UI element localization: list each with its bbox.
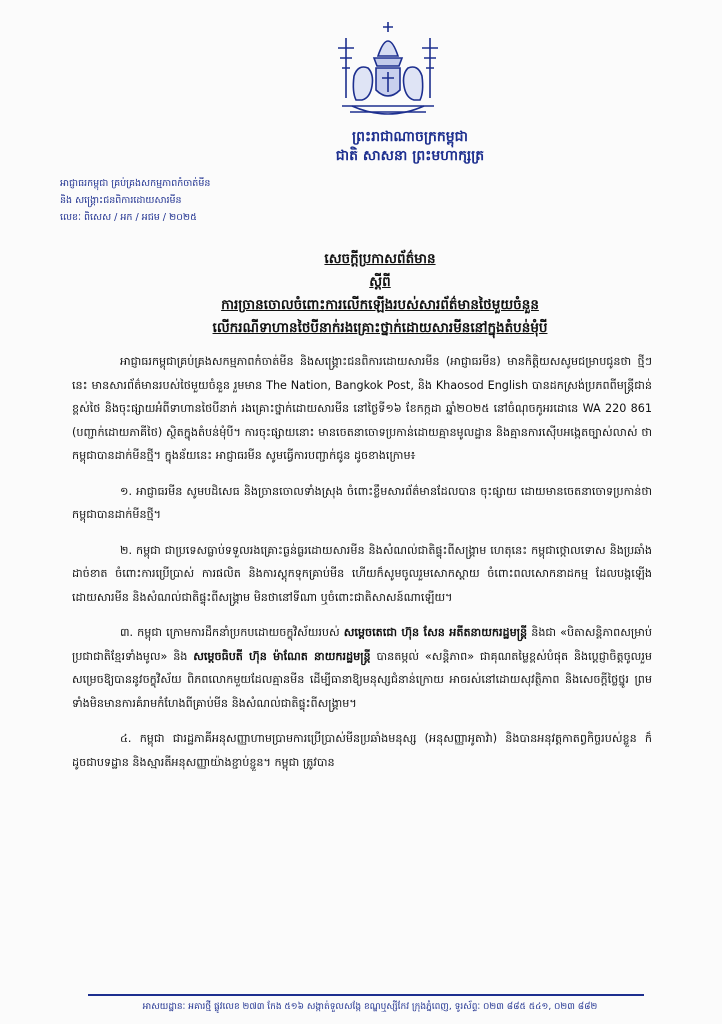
issuing-agency-block [60, 175, 270, 226]
prime-minister-name: សម្តេចធិបតី ហ៊ុន ម៉ាណែត នាយករដ្ឋមន្ត្រី [193, 649, 371, 663]
point-3-lead: ៣. កម្ពុជា ក្រោមការដឹកនាំប្រកបដោយចក្ខុវិស័យរបស់ [120, 626, 344, 639]
intro-paragraph: អាជ្ញាធរកម្ពុជាគ្រប់គ្រងសកម្មភាពកំចាត់មីន និងសង្គ្រោះជនពិការដោយសារមីន (អាជ្ញាធរមីន) មានកិត្តិយសសូមជម្រាបជូនថា ថ្មីៗនេះ មានសារព័ត៌មានរបស់ថៃមួយចំនួន រួមមាន The Nation, Bangkok Post, និង Khaosod English បានដកស្រង់ប្រភពពីមន្ត្រីជាន់ខ្ពស់ថៃ និងចុះផ្សាយអំពីទាហានថៃបីនាក់ រងគ្រោះថ្នាក់ដោយសារមីន នៅថ្ងៃទី១៦ ខែកក្កដា ឆ្នាំ២០២៥ នៅចំណុចកូអរដោនេ WA 220 861 (បញ្ជាក់ដោយភាគីថៃ) ស្ថិតក្នុងតំបន់មុំបី។ ការចុះផ្សាយនោះ មានចេតនាចោទប្រកាន់ដោយគ្មានមូលដ្ឋាន និងគ្មានការស៊ើបអង្កេតច្បាស់លាស់ ថាកម្ពុជាបានដាក់មីនថ្មី។ ក្នុងន័យនេះ អាជ្ញាធរមីន សូមធ្វើការបញ្ជាក់ជូន ដូចខាងក្រោម៖ [72, 355, 652, 462]
title-line3: ការច្រានចោលចំពោះការលើកឡើងរបស់សារព័ត៌មានថៃមួយចំនួន [221, 297, 539, 313]
point-3-rest: បានតម្កល់ «សន្តិភាព» ជាគុណតម្លៃខ្ពស់បំផុត និងប្តេជ្ញាចិត្តចូលរួមសម្រេចឱ្យបាននូវចក្ខុវិស័យ ពិភពលោកមួយដែលគ្មានមីន ដើម្បីធានាឱ្យមនុស្សជំនាន់ក្រោយ អាចរស់នៅដោយសុវត្ថិភាព និងសេចក្តីថ្លៃថ្នូរ ព្រមទាំងមិនមានការគំរាមកំហែងពីគ្រាប់មីន និងសំណល់ជាតិផ្ទុះពីសង្គ្រាម។ [72, 649, 652, 710]
point-2-paragraph: ២. កម្ពុជា ជាប្រទេសធ្លាប់ទទួលរងគ្រោះធ្ងន់ធ្ងរដោយសារមីន និងសំណល់ជាតិផ្ទុះពីសង្គ្រាម ហេតុនេះ កម្ពុជាថ្កោលទោស និងប្រឆាំងដាច់ខាត ចំពោះការប្រើប្រាស់ ការផលិត និងការស្តុកទុកគ្រាប់មីន ហើយក៏សូមចូលរួមសោកស្តាយ ចំពោះពលសោកនាដកម្ម ដែលបង្កឡើងដោយសារមីន និងសំណល់ជាតិផ្ទុះពីសង្គ្រាម មិនថានៅទីណា ឬចំពោះជាតិសាសន៍ណាឡើយ។ [72, 543, 652, 604]
agency-name-line2: និង សង្គ្រោះជនពិការដោយសារមីន [60, 195, 182, 206]
footer-divider [88, 994, 644, 996]
document-title [80, 248, 680, 340]
kingdom-name: ព្រះរាជាណាចក្រកម្ពុជា [351, 129, 468, 145]
point-3-paragraph [72, 621, 652, 715]
point-1-paragraph: ១. អាជ្ញាធរមីន សូមបដិសេធ និងច្រានចោលទាំងស្រុង ចំពោះខ្លឹមសារព័ត៌មានដែលបាន ចុះផ្សាយ ដោយមានចេតនាចោទប្រកាន់ថា កម្ពុជាបានដាក់មីនថ្មី។ [72, 484, 652, 521]
footer-address: អាសយដ្ឋានៈ អគារថ្មី ផ្លូវលេខ ២៧៣ កែង ៥១៦ សង្កាត់ទួលសង្កែ ខណ្ឌឬស្សីកែវ ក្រុងភ្នំពេញ, ទូរស័ព្ទៈ ០២៣ ៨៨៥ ៥៤១, ០២៣ ៨៨២ [142, 1002, 598, 1012]
point-3-mid: និងជា «បិតាសន្តិភាពសម្រាប់ប្រជាជាតិខ្មែរទាំងមូល» និង [72, 626, 652, 663]
title-line2: ស្តីពី [369, 274, 391, 290]
national-motto: ជាតិ សាសនា ព្រះមហាក្សត្រ [335, 148, 485, 164]
title-line1: សេចក្តីប្រកាសព័ត៌មាន [324, 251, 436, 267]
reference-number: លេខៈ ពិសេស / អក / អជម / ២០២៥ [60, 212, 197, 223]
agency-name-line1: អាជ្ញាធរកម្ពុជា គ្រប់គ្រងសកម្មភាពកំចាត់មីន [60, 178, 211, 189]
former-pm-name: សម្តេចតេជោ ហ៊ុន សែន អតីតនាយករដ្ឋមន្ត្រី [343, 626, 528, 639]
kingdom-heading [300, 128, 520, 166]
royal-coat-of-arms-emblem [322, 18, 454, 123]
title-line4: លើករណីទាហានថៃបីនាក់រងគ្រោះថ្នាក់ដោយសារមីននៅក្នុងតំបន់មុំបី [212, 320, 548, 336]
document-body [72, 350, 652, 786]
point-4-paragraph: ៤. កម្ពុជា ជារដ្ឋភាគីអនុសញ្ញាហាមប្រាមការប្រើប្រាស់មីនប្រឆាំងមនុស្ស (អនុសញ្ញាអូតាវ៉ា) និងបានអនុវត្តកាតព្វកិច្ចរបស់ខ្លួន ក៏ដូចជាបទដ្ឋាន និងស្មារតីអនុសញ្ញាយ៉ាងខ្ជាប់ខ្ជួន។ កម្ពុជា ត្រូវបាន [72, 732, 652, 769]
